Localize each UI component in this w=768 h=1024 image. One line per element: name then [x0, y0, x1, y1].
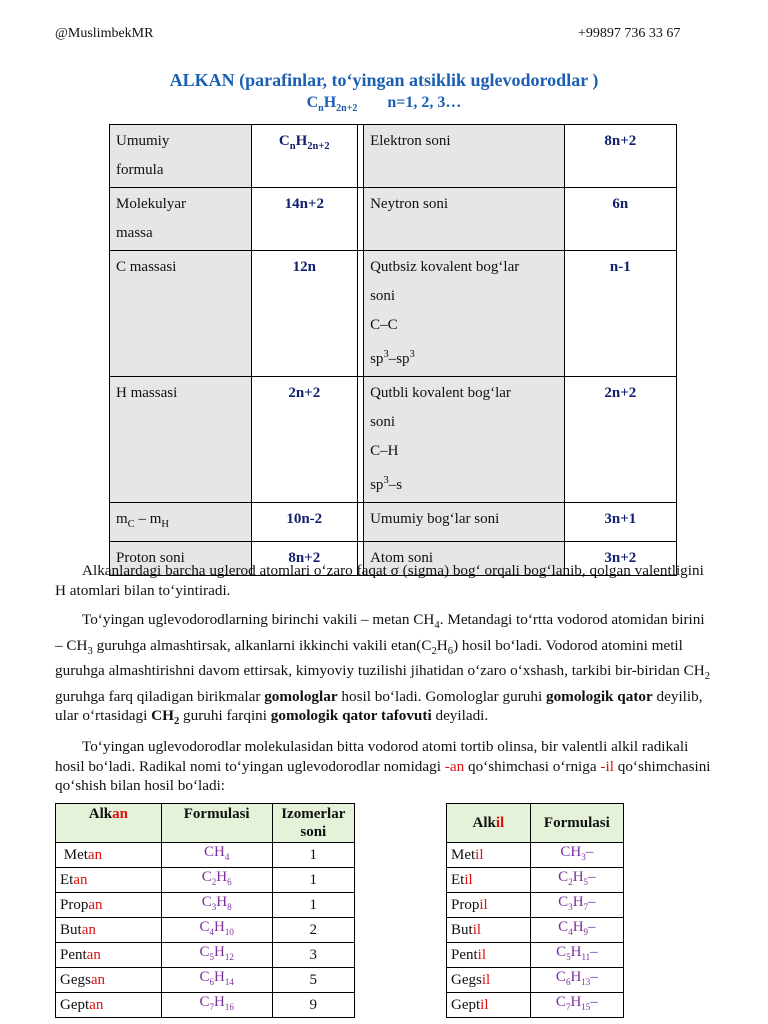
paragraph-radicals: To‘yingan uglevodorodlar molekulasidan bitta vodorod atomi tortib olinsa, bir valentli alkil radikali hosil bo‘ladi. Radikal nomi to‘yingan uglevodorodlar nomidagi -an qo‘shimchasi o‘rniga -il qo‘shimchasini qo‘shish bilan hosil bo‘ladi:	[55, 738, 711, 794]
alkil-table	[446, 803, 624, 1018]
property-value: 3n+2	[564, 542, 676, 576]
alkyl-formula: $C_6H_{13}-$	[530, 968, 623, 993]
table-row	[56, 918, 355, 943]
column-header-isomers: Izomerlar soni	[272, 804, 354, 843]
isomer-count: 3	[272, 943, 354, 968]
alkyl-formula: $C_7H_{15}-$	[530, 993, 623, 1018]
alkane-name: Metan	[56, 843, 162, 868]
table-row	[447, 843, 624, 868]
table-row	[110, 377, 677, 503]
alkane-name: Propan	[56, 893, 162, 918]
property-label: Neytron soni	[364, 188, 565, 251]
alkyl-name: Etil	[447, 868, 531, 893]
general-formula: $C_nH_{2n+2}$ n=1, 2, 3…	[306, 94, 462, 115]
table-row	[447, 893, 624, 918]
isomer-count: 2	[272, 918, 354, 943]
column-header-formula: Formulasi	[161, 804, 272, 843]
author-handle: @MuslimbekMR	[55, 26, 154, 41]
alkane-formula: $C_3H_8$	[161, 893, 272, 918]
property-label: Umumiy formula	[110, 125, 252, 188]
alkyl-name: Pentil	[447, 943, 531, 968]
alkyl-name: Propil	[447, 893, 531, 918]
alkane-formula: $C_2H_6$	[161, 868, 272, 893]
property-value: n-1	[564, 251, 676, 377]
column-header-alkil: Alkil	[447, 804, 531, 843]
table-row	[56, 893, 355, 918]
isomer-count: 1	[272, 893, 354, 918]
property-label: Molekulyar massa	[110, 188, 252, 251]
table-row	[56, 843, 355, 868]
table-row	[56, 868, 355, 893]
alkyl-formula: $C_5H_{11}-$	[530, 943, 623, 968]
alkyl-formula: $C_2H_5-$	[530, 868, 623, 893]
isomer-count: 1	[272, 843, 354, 868]
table-row	[447, 868, 624, 893]
property-label: C massasi	[110, 251, 252, 377]
alkane-name: Geptan	[56, 993, 162, 1018]
isomer-count: 9	[272, 993, 354, 1018]
property-value: 2n+2	[564, 377, 676, 503]
table-row	[56, 993, 355, 1018]
property-value: 3n+1	[564, 503, 676, 542]
alkan-table	[55, 803, 355, 1018]
alkyl-formula: $C_4H_9-$	[530, 918, 623, 943]
phone-number: +99897 736 33 67	[578, 26, 681, 41]
table-row	[447, 968, 624, 993]
property-label: Elektron soni	[364, 125, 565, 188]
table-header-row	[447, 804, 624, 843]
paragraph-homologs: To‘yingan uglevodorodlarning birinchi vakili – metan $CH_4$. Metandagi to‘rtta vodorod atomidan birini – $CH_3$ guruhga almashtirsak, alkanlarni ikkinchi vakili $etan(C_2H_6)$ hosil bo‘ladi. Vodorod atomini metil guruhga almashtirishni davom ettirsak, kimyoviy tuzilishi jihatidan o‘zaro o‘xshash, tarkibi bir-biridan $CH_2$ guruhga farq qiladigan birikmalar gomologlar hosil bo‘ladi. Gomologlar guruhi gomologik qator deyilib, ular o‘rtasidagi $CH_2$ guruhi farqini gomologik qator tafovuti deyiladi.	[55, 611, 710, 728]
property-value: 8n+2	[251, 542, 357, 576]
paragraph-sigma-bonds: Alkanlardagi barcha uglerod atomlari o‘zaro faqat σ (sigma) bog‘ orqali bog‘lanib, qolgan valentligini H atomlari bilan to‘yintiradi.	[55, 562, 704, 599]
alkane-name: Gegsan	[56, 968, 162, 993]
table-row	[447, 918, 624, 943]
property-label: Proton soni	[110, 542, 252, 576]
property-value: 2n+2	[251, 377, 357, 503]
property-value: $C_nH_{2n+2}$	[251, 125, 357, 188]
property-label: Umumiy bog‘lar soni	[364, 503, 565, 542]
table-row	[447, 943, 624, 968]
property-value: 8n+2	[564, 125, 676, 188]
alkyl-name: Gegsil	[447, 968, 531, 993]
table-header-row	[56, 804, 355, 843]
property-label: Atom soni	[364, 542, 565, 576]
property-value: 10n-2	[251, 503, 357, 542]
table-row	[110, 125, 677, 188]
alkyl-name: Butil	[447, 918, 531, 943]
isomer-count: 5	[272, 968, 354, 993]
table-row	[110, 503, 677, 542]
alkyl-name: Metil	[447, 843, 531, 868]
table-row	[110, 251, 677, 377]
isomer-count: 1	[272, 868, 354, 893]
property-label: H massasi	[110, 377, 252, 503]
table-row	[56, 968, 355, 993]
property-value: 12n	[251, 251, 357, 377]
alkyl-name: Geptil	[447, 993, 531, 1018]
property-label: $m_C - m_H$	[110, 503, 252, 542]
alkane-formula: $C_4H_{10}$	[161, 918, 272, 943]
table-row	[110, 188, 677, 251]
alkane-formula: $C_7H_{16}$	[161, 993, 272, 1018]
properties-table	[109, 124, 677, 576]
alkane-formula: $C_6H_{14}$	[161, 968, 272, 993]
property-label: Qutbsiz kovalent bog‘lar soni C–C $sp^3-sp^3$	[364, 251, 565, 377]
alkane-name: Pentan	[56, 943, 162, 968]
alkane-name: Butan	[56, 918, 162, 943]
column-header-alkan: Alkan	[56, 804, 162, 843]
property-label: Qutbli kovalent bog‘lar soni C–H $sp^3-s$	[364, 377, 565, 503]
table-row	[447, 993, 624, 1018]
alkyl-formula: $C_3H_7-$	[530, 893, 623, 918]
alkane-formula: $CH_4$	[161, 843, 272, 868]
column-header-formula: Formulasi	[530, 804, 623, 843]
property-value: 14n+2	[251, 188, 357, 251]
alkane-formula: $C_5H_{12}$	[161, 943, 272, 968]
alkyl-formula: $CH_3-$	[530, 843, 623, 868]
property-value: 6n	[564, 188, 676, 251]
alkane-name: Etan	[56, 868, 162, 893]
page-title: ALKAN (parafinlar, to‘yingan atsiklik uglevodorodlar )	[169, 70, 599, 90]
table-row	[56, 943, 355, 968]
